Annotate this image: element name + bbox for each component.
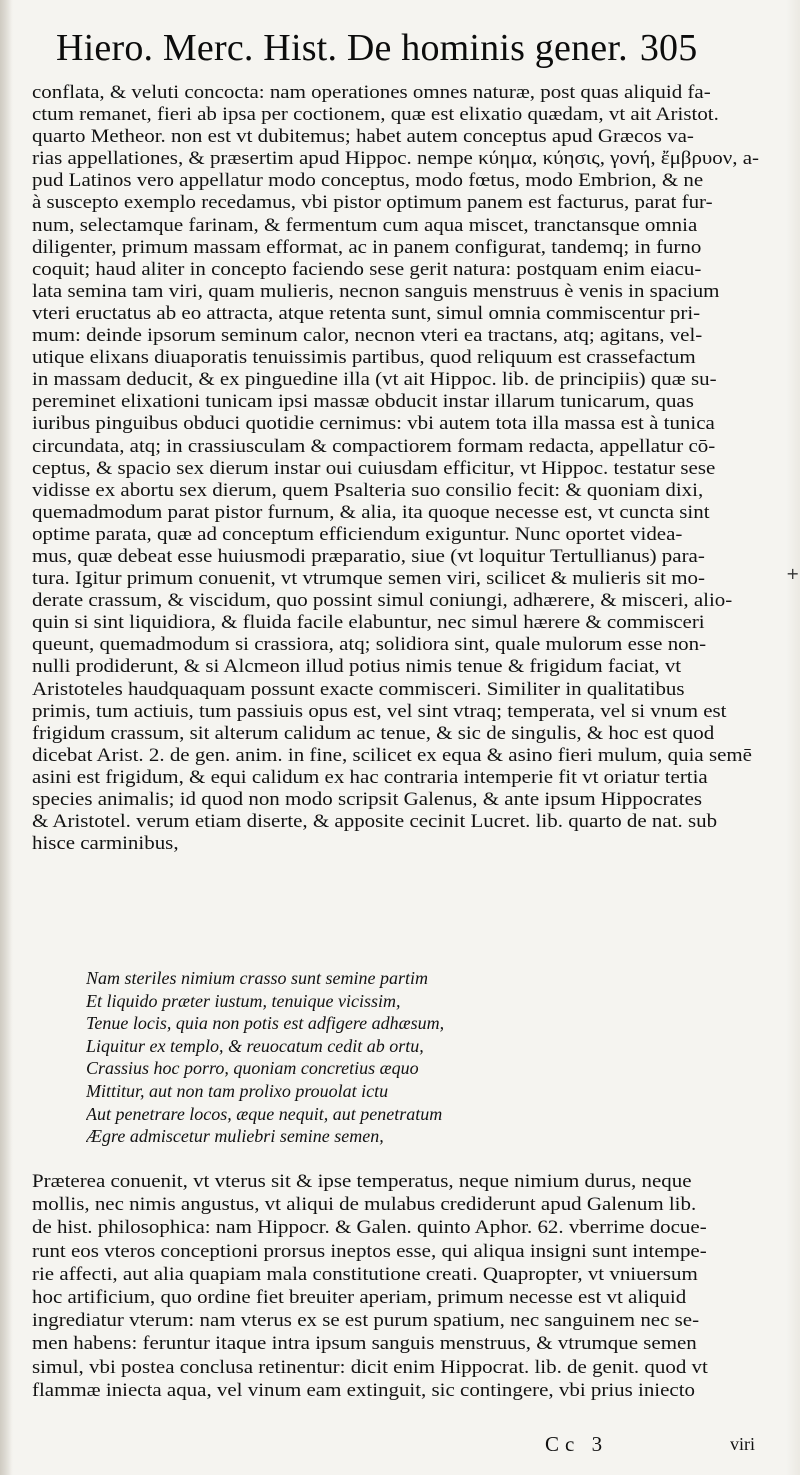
text-line: quin si sint liquidiora, & fluida facile elabuntur, nec simul hærere & commisceri [32,612,705,634]
text-line: vteri eructatus ab eo attracta, atque retenta sunt, simul omnia commiscentur pri- [32,302,701,324]
text-line: quemadmodum parat pistor furnum, & alia, ita quoque necesse est, vt cuncta sint [32,501,710,523]
text-line: asini est frigidum, & equi calidum ex hac contraria intemperie fit vt oriatur tertia [32,766,708,788]
text-line: rie affecti, aut alia quapiam mala constitutione creati. Quapropter, vt vniuersum [32,1263,698,1285]
text-line: Præterea conuenit, vt vterus sit & ipse temperatus, neque nimium durus, neque [32,1171,692,1192]
verse-line: Nam steriles nimium crasso sunt semine partim [86,968,428,988]
verse-line: Mittitur, aut non tam prolixo prouolat ictu [86,1080,389,1101]
text-line: conflata, & veluti concocta: nam operationes omnes naturæ, post quas aliquid fa- [32,82,711,103]
text-line: primis, tum actiuis, tum passiuis opus est, vel sint vtraq; temperata, vel si vnum est [32,700,727,722]
text-line: hoc artificium, quo ordine fiet breuiter aperiam, primum necesse est vt aliquid [32,1286,687,1308]
text-line: in massam deducit, & ex pinguedine illa (vt ait Hippoc. lib. de principiis) quæ su- [32,369,717,391]
text-line: mum: deinde ipsorum seminum calor, necnon vteri ea tractans, atq; agitans, vel- [32,325,703,347]
verse-line: Ægre admiscetur muliebri semine semen, [86,1126,384,1147]
verse-line: Et liquido præter iustum, tenuique vicissim, [86,990,401,1011]
text-line: pud Latinos vero appellatur modo conceptus, modo fœtus, modo Embrion, & ne [32,170,704,192]
text-line: vidisse ex abortu sex dierum, quem Psalteria suo consilio fecit: & quoniam dixi, [32,479,704,501]
text-line: ceptus, & spacio sex dierum instar oui cuiusdam efficitur, vt Hippoc. testatur sese [32,457,716,479]
running-title: Hiero. Merc. Hist. De hominis gener. [56,27,628,69]
text-line: runt eos vteros conceptioni prorsus ineptos esse, qui aliqua insigni sunt intempe- [32,1240,707,1262]
text-line: ingrediatur vterum: nam vterus ex se est purum spatium, nec sanguinem nec se- [32,1310,700,1332]
text-line: quarto Metheor. non est vt dubitemus; habet autem conceptus apud Græcos va- [32,126,694,148]
text-line: mollis, nec nimis angustus, vt aliqui de mulabus crediderunt apud Galenum lib. [32,1194,697,1216]
text-line: Aristoteles haudquaquam possunt exacte commisceri. Similiter in qualitatibus [32,678,685,700]
text-line: flammæ iniecta aqua, vel vinum eam extinguit, sic contingere, vbi prius iniecto [32,1379,695,1401]
signature-mark: Cc 3 [545,1432,609,1456]
text-line: pereminet elixationi tunicam ipsi massæ obducit instar illarum tunicarum, quas [32,391,694,413]
text-line: ctum remanet, fieri ab ipsa per coctionem, quæ est elixatio quædam, vt ait Aristot. [32,104,719,126]
text-line: rias appellationes, & præsertim apud Hippoc. nempe κύημα, κύησις, γονή, ἔμβρυον, a- [32,148,759,170]
text-line: à suscepto exemplo recedamus, vbi pistor optimum panem est facturus, parat fur- [32,192,713,214]
text-line: species animalis; id quod non modo scripsit Galenus, & ante ipsum Hippocrates [32,789,703,810]
catchword: viri [730,1434,755,1454]
text-line: de hist. philosophica: nam Hippocr. & Galen. quinto Aphor. 62. vberrime docue- [32,1217,707,1239]
text-line: iuribus pinguibus obduci quotidie cernimus: vbi autem tota illa massa est à tunica [32,413,715,435]
text-line: utique elixans diuaporatis tenuissimis partibus, quod reliquum est crassefactum [32,347,696,369]
text-line: dicebat Arist. 2. de gen. anim. in fine, scilicet ex equa & asino fieri mulum, quia semē [32,744,752,766]
text-line: frigidum crassum, sit alterum calidum ac tenue, & sic de singulis, & hoc est quod [32,722,715,744]
body-text [32,82,772,855]
verse-quotation [86,967,586,1148]
verse-line: Tenue locis, quia non potis est adfigere adhæsum, [86,1013,445,1034]
text-line: num, selectamque farinam, & fermentum cum aqua miscet, tranctansque omnia [32,214,698,236]
text-line: diligenter, primum massam efformat, ac in panem configurat, tandemq; in furno [32,236,702,258]
page-number: 305 [639,27,698,69]
text-line: tura. Igitur primum conuenit, vt vtrumque semen viri, scilicet & mulieris sit mo- [32,568,705,590]
margin-mark: + [786,564,800,583]
text-line: circundata, atq; in crassiusculam & compactiorem formam redacta, appellatur cō- [32,435,716,457]
text-line: nulli prodiderunt, & si Alcmeon illud potius nimis tenue & frigidum faciat, vt [32,656,682,678]
text-line: & Aristotel. verum etiam diserte, & apposite cecinit Lucret. lib. quarto de nat. sub [32,811,718,833]
verse-line: Crassius hoc porro, quoniam concretius æquo [86,1058,419,1079]
body-text-continued [32,1170,772,1402]
text-line: simul, vbi postea conclusa retinentur: dicit enim Hippocrat. lib. de genit. quod vt [32,1356,708,1378]
binding-shadow [0,0,12,1475]
text-line: men habens: feruntur itaque intra ipsum sanguis menstruus, & vtrumque semen [32,1333,697,1355]
text-line: hisce carminibus, [32,833,179,855]
text-line: coquit; haud aliter in concepto faciendo sese gerit natura: postquam enim eiacu- [32,258,702,280]
text-line: derate crassum, & viscidum, quo possint simul coniungi, adhærere, & misceri, alio- [32,590,733,612]
verse-line: Liquitur ex templo, & reuocatum cedit ab ortu, [86,1035,424,1056]
verse-line: Aut penetrare locos, æque nequit, aut penetratum [86,1103,443,1124]
text-line: optime parata, quæ ad conceptum efficiendum exiguntur. Nunc oportet videa- [32,523,683,545]
text-line: queunt, quemadmodum si crassiora, atq; solidiora sint, quale mulorum esse non- [32,634,707,656]
running-header [56,20,766,80]
text-line: mus, quæ debeat esse huiusmodi præparatio, siue (vt loquitur Tertullianus) para- [32,545,705,567]
text-line: lata semina tam viri, quam mulieris, necnon sanguis menstruus è venis in spacium [32,280,720,302]
